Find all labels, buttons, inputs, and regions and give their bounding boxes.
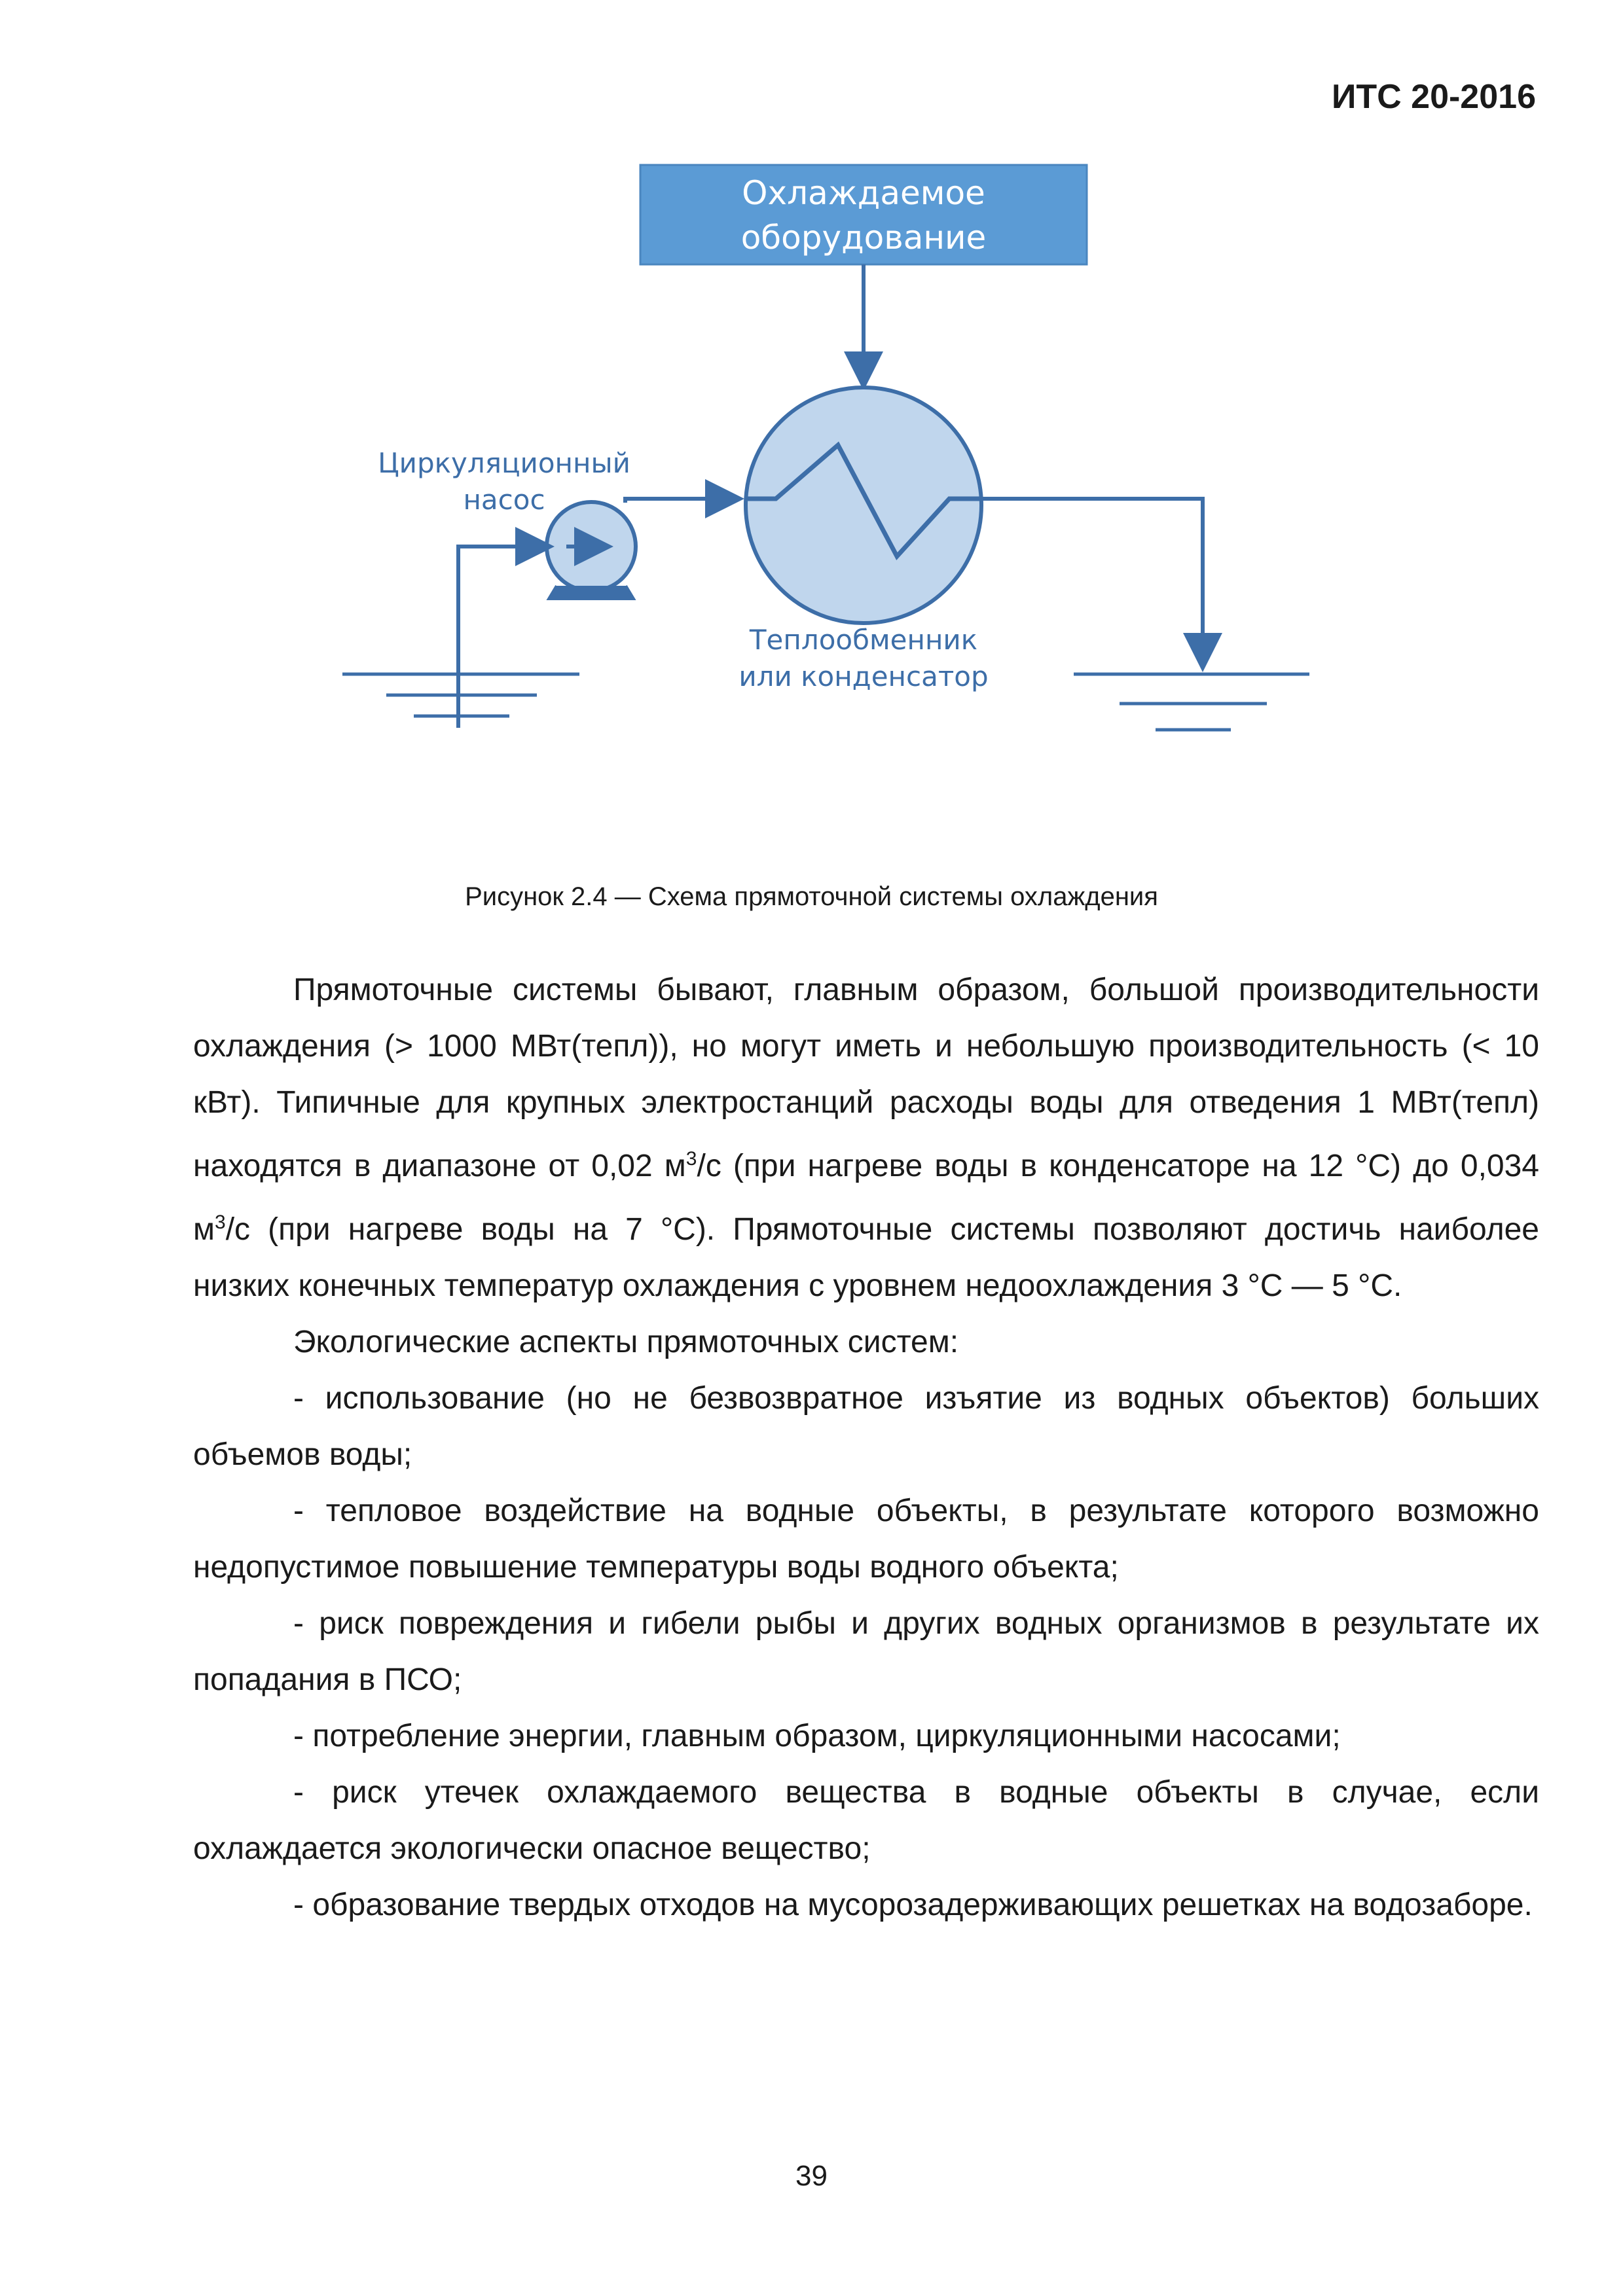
list-item-5: - риск утечек охлаждаемого вещества в водные объекты в случае, если охлаждается экологически опасное вещество; (193, 1775, 1539, 1866)
pump-label-line1: Циркуляционный (378, 447, 630, 479)
list-item-1: - использование (но не безвозвратное изъятие из водных объектов) больших объемов воды; (193, 1381, 1539, 1472)
document-code: ИТС 20-2016 (1332, 78, 1536, 116)
page-number: 39 (795, 2160, 828, 2192)
outlet-pipe (982, 499, 1203, 664)
body-text (193, 962, 1539, 1933)
exchanger-label-line2: или конденсатор (739, 660, 989, 692)
p1-text-c: /с (при нагреве воды на 7 °С). Прямоточные системы позволяют достичь наиболее низких конечных температур охлаждения с уровнем недоохлаждения 3 °С — 5 °С. (193, 1212, 1539, 1303)
p1-sup-2: 3 (215, 1211, 226, 1233)
paragraph-1 (193, 962, 1539, 1314)
p1-text-a: Прямоточные системы бывают, главным образом, большой производительности охлаждения (> 1000 МВт(тепл)), но могут иметь и небольшую производительность (< 10 кВт). Типичные для крупных электростанций расходы воды для отведения 1 МВт(тепл) находятся в диапазоне от 0,02 м (193, 973, 1539, 1183)
pump-label-line2: насос (463, 484, 545, 516)
list-item-6: - образование твердых отходов на мусорозадерживающих решетках на водозаборе. (293, 1888, 1533, 1922)
figure-caption: Рисунок 2.4 — Схема прямоточной системы охлаждения (465, 882, 1158, 911)
cooling-scheme-diagram (0, 0, 1623, 818)
discharge-water-body (1074, 674, 1309, 730)
p1-text-b: /с (при нагреве воды в конденсаторе на 12 °С) до 0,034 м (193, 1149, 1539, 1247)
pump-base (549, 586, 634, 599)
intake-pipe (458, 547, 547, 728)
exchanger-label-line1: Теплообменник (749, 624, 978, 656)
pump-discharge-pipe (625, 499, 737, 503)
cooled-equipment-label-line2: оборудование (740, 219, 987, 257)
list-item-3: - риск повреждения и гибели рыбы и других водных организмов в результате их попадания в ПСО; (193, 1606, 1539, 1697)
cooled-equipment-label-line1: Охлаждаемое (742, 174, 985, 212)
paragraph-2: Экологические аспекты прямоточных систем: (293, 1325, 959, 1359)
list-item-4: - потребление энергии, главным образом, циркуляционными насосами; (293, 1719, 1341, 1753)
list-item-2: - тепловое воздействие на водные объекты, в результате которого возможно недопустимое повышение температуры воды водного объекта; (193, 1494, 1539, 1585)
intake-water-body (342, 674, 579, 716)
p1-sup-1: 3 (685, 1148, 697, 1170)
